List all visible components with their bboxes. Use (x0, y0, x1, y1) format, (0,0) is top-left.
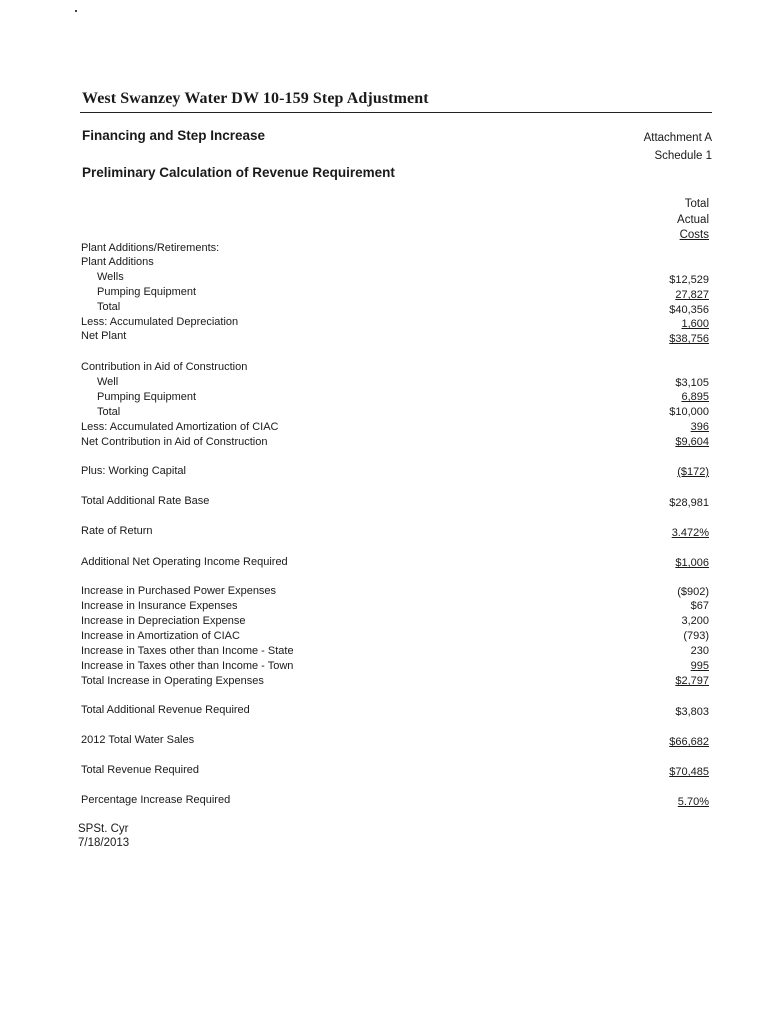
row-value: 995 (690, 660, 709, 672)
row-value: 27,827 (675, 289, 709, 301)
row-value: $40,356 (669, 304, 709, 316)
section-heading-revenue-requirement: Preliminary Calculation of Revenue Requirement (82, 165, 395, 180)
row-value: 3,200 (681, 615, 709, 627)
row-value: 3.472% (671, 527, 709, 539)
row-value: 1,600 (681, 318, 709, 330)
row-label: Total Additional Revenue Required (81, 704, 250, 716)
document-title: West Swanzey Water DW 10-159 Step Adjustment (82, 90, 429, 107)
row-label: Total (97, 406, 121, 418)
row-value: $1,006 (675, 557, 709, 569)
row-value: $3,803 (675, 706, 709, 718)
row-label: Total Additional Rate Base (81, 495, 210, 507)
row-value: $12,529 (669, 274, 709, 286)
row-value: $67 (690, 600, 709, 612)
row-label: Plant Additions/Retirements: (81, 242, 220, 254)
row-label: Plant Additions (81, 256, 154, 268)
row-value: ($902) (677, 586, 709, 598)
row-value: $10,000 (669, 406, 709, 418)
row-value: $70,485 (669, 766, 709, 778)
row-label: Well (97, 376, 119, 388)
row-value: $28,981 (669, 497, 709, 509)
column-header-line1: Total (684, 198, 709, 210)
row-value: $2,797 (675, 675, 709, 687)
row-value: $3,105 (675, 377, 709, 389)
row-value: 230 (690, 645, 709, 657)
row-label: Increase in Depreciation Expense (81, 615, 246, 627)
row-label: Percentage Increase Required (81, 794, 231, 806)
row-value: $38,756 (669, 333, 709, 345)
row-value: $66,682 (669, 736, 709, 748)
row-value: (793) (683, 630, 709, 642)
row-label: Pumping Equipment (97, 286, 197, 298)
row-label: Plus: Working Capital (81, 465, 186, 477)
row-label: Less: Accumulated Amortization of CIAC (81, 421, 279, 433)
row-label: 2012 Total Water Sales (81, 734, 195, 746)
row-label: Total Increase in Operating Expenses (81, 675, 264, 687)
row-label: Pumping Equipment (97, 391, 197, 403)
schedule-label: Schedule 1 (654, 150, 712, 162)
row-label: Rate of Return (81, 525, 153, 537)
row-label: Increase in Taxes other than Income - State (81, 645, 294, 657)
attachment-label: Attachment A (643, 132, 712, 144)
row-label: Wells (97, 271, 124, 283)
row-value: 5.70% (677, 796, 709, 808)
preparer-initials: SPSt. Cyr (78, 823, 129, 835)
section-heading-financing: Financing and Step Increase (82, 128, 266, 143)
prepared-date: 7/18/2013 (78, 837, 130, 849)
row-label: Increase in Insurance Expenses (81, 600, 238, 612)
row-label: Net Plant (81, 330, 127, 342)
row-label: Increase in Purchased Power Expenses (81, 585, 277, 597)
row-label: Less: Accumulated Depreciation (81, 316, 239, 328)
row-label: Increase in Amortization of CIAC (81, 630, 240, 642)
row-label: Total (97, 301, 121, 313)
row-value: ($172) (677, 466, 709, 478)
scan-speck (75, 10, 77, 12)
row-value: 396 (690, 421, 709, 433)
column-header-line3: Costs (679, 229, 709, 241)
title-underline (80, 112, 712, 113)
row-label: Contribution in Aid of Construction (81, 361, 248, 373)
row-label: Additional Net Operating Income Required (81, 556, 288, 568)
row-label: Net Contribution in Aid of Construction (81, 436, 268, 448)
column-header-line2: Actual (677, 214, 709, 226)
row-label: Increase in Taxes other than Income - Town (81, 660, 294, 672)
row-value: 6,895 (681, 391, 709, 403)
row-value: $9,604 (675, 436, 709, 448)
row-label: Total Revenue Required (81, 764, 200, 776)
